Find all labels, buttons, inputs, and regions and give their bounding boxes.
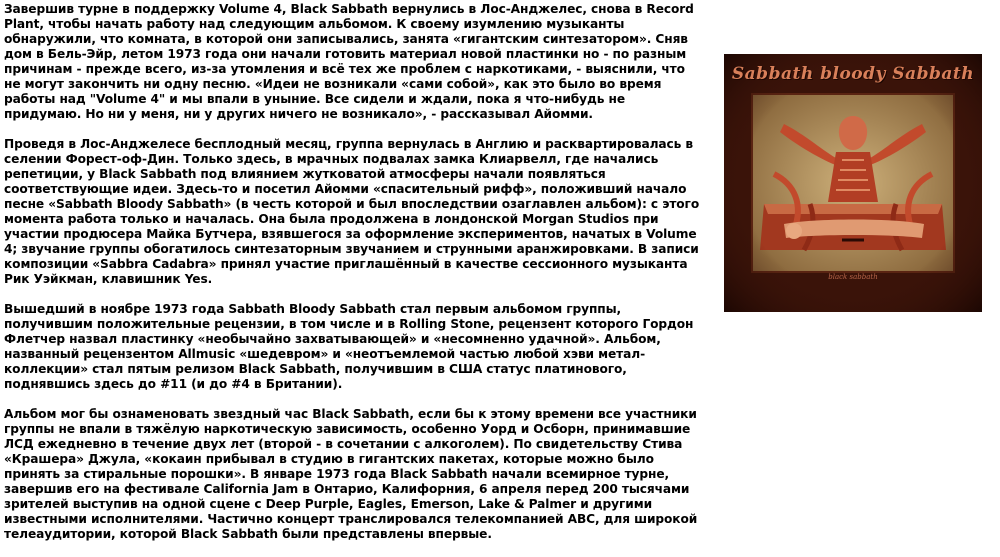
article-paragraph-3: Вышедший в ноябре 1973 года Sabbath Bloody Sabbath стал первым альбомом группы, получившим положительные рецензии, в том числе и в Rolling Stone, рецензент которого Гордон Флетчер назвал пластинку «необычайно захватывающей» и «несомненно удачной». Альбом, названный рецензентом Allmusic «шедевром» и «неотъемлемой частью любой хэви метал-коллекции» стал пятым релизом Black Sabbath, получившим в США статус платинового, поднявшись здесь до #11 (и до #4 в Британии).: [4, 302, 694, 391]
album-cover-band-name: black sabbath: [828, 273, 878, 281]
article-paragraph-2: Проведя в Лос-Анджелесе бесплодный месяц, группа вернулась в Англию и расквартировалась в селении Форест-оф-Дин. Только здесь, в мрачных подвалах замка Клиарвелл, где начались репетиции, у Black Sabbath под влиянием жутковатой атмосферы начали появляться соответствующие идеи. Здесь-то и посетил Айомми «спасительный рифф», положивший начало песне «Sabbath Bloody Sabbath» (в честь которой и был впоследствии озаглавлен альбом): с этого момента работа только и началась. Она была продолжена в лондонской Morgan Studios при участии продюсера Майка Бутчера, взявшегося за оформление экспериментов, начатых в Volume 4; звучание группы обогатилось синтезаторным звучанием и струнными аранжировками. В записи композиции «Sabbra Cadabra» принял участие приглашённый в качестве сессионного музыканта Рик Уэйкман, клавишник Yes.: [4, 137, 700, 286]
album-cover-image: [724, 54, 982, 312]
article-text: [4, 2, 704, 557]
album-cover-title: Sabbath bloody Sabbath: [731, 64, 975, 84]
article-paragraph-4: Альбом мог бы ознаменовать звездный час Black Sabbath, если бы к этому времени все участники группы не впали в тяжёлую наркотическую зависимость, особенно Уорд и Осборн, принимавшие ЛСД ежедневно в течение двух лет (второй - в сочетании с алкоголем). По свидетельству Стива «Крашера» Джула, «кокаин прибывал в студию в гигантских пакетах, которые можно было принять за стиральные порошки». В январе 1973 года Black Sabbath начали всемирное турне, завершив его на фестивале California Jam в Онтарио, Калифорния, 6 апреля перед 200 тысячами зрителей выступив на одной сцене с Deep Purple, Eagles, Emerson, Lake & Palmer и другими известными исполнителями. Частично концерт транслировался телекомпанией ABC, для широкой телеаудитории, которой Black Sabbath были представлены впервые.: [4, 407, 698, 541]
article-paragraph-1: Завершив турне в поддержку Volume 4, Black Sabbath вернулись в Лос-Анджелес, снова в Record Plant, чтобы начать работу над следующим альбомом. К своему изумлению музыканты обнаружили, что комната, в которой они записывались, занята «гигантским синтезатором». Сняв дом в Бель-Эйр, летом 1973 года они начали готовить материал новой пластинки но - по разным причинам - прежде всего, из-за утомления и всё тех же проблем с наркотиками, - выяснили, что не могут закончить ни одну песню. «Идеи не возникали «сами собой», как это было во время работы над "Volume 4" и мы впали в уныние. Все сидели и ждали, пока я что-нибудь не придумаю. Но ни у меня, ни у других ничего не возникало», - рассказывал Айомми.: [4, 2, 694, 121]
